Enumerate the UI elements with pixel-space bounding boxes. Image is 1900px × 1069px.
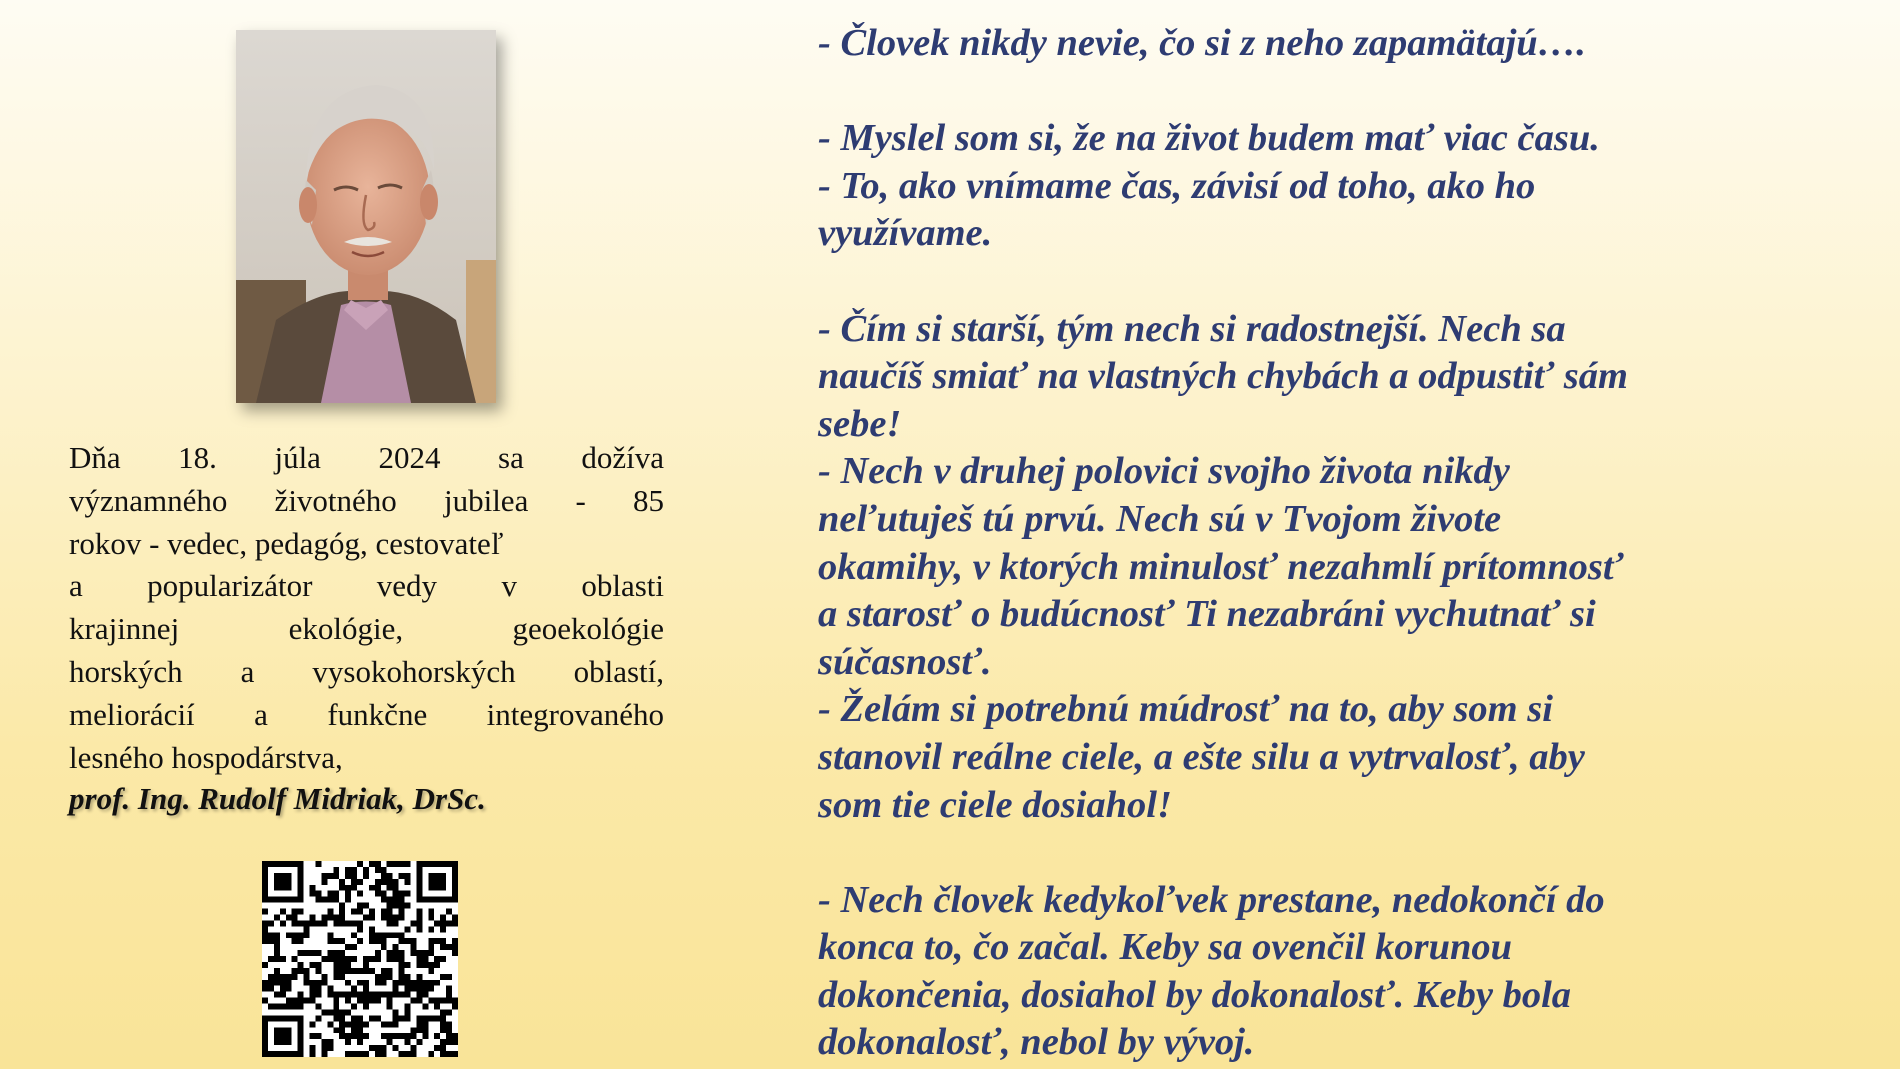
quote-line: naučíš smiať na vlastných chybách a odpustiť sám xyxy=(818,355,1628,398)
quote-line: dokonalosť, nebol by vývoj. xyxy=(818,1021,1255,1064)
bio-line: Dňa 18. júla 2024 sa dožíva xyxy=(69,440,664,475)
quote-block-4 xyxy=(818,877,1878,1067)
quote-line: a starosť o budúcnosť Ti nezabráni vychutnať si xyxy=(818,593,1596,636)
quote-line: neľutuješ tú prvú. Nech sú v Tvojom živote xyxy=(818,497,1502,540)
quote-line: - Nech človek kedykoľvek prestane, nedokončí do xyxy=(818,878,1605,921)
bio-line: lesného hospodárstva, xyxy=(69,739,343,775)
quote-line: sebe! xyxy=(818,402,902,445)
quote-line: - Človek nikdy nevie, čo si z neho zapamätajú…. xyxy=(818,22,1586,64)
quote-line: - Myslel som si, že na život budem mať viac času. xyxy=(818,117,1600,160)
quote-line: stanovil reálne ciele, a ešte silu a vytrvalosť, aby xyxy=(818,735,1585,778)
quotes-column xyxy=(818,20,1878,1067)
bio-line: významného životného jubilea - 85 xyxy=(69,482,664,518)
bio-line: krajinnej ekológie, geoekológie xyxy=(69,611,664,647)
portrait-illustration xyxy=(236,30,496,403)
bio-line: horských a vysokohorských oblastí, xyxy=(69,653,664,689)
quote-line: - Želám si potrebnú múdrosť na to, aby som si xyxy=(818,688,1553,731)
bio-line: a popularizátor vedy v oblasti xyxy=(69,568,664,604)
qr-code[interactable] xyxy=(262,861,458,1057)
quote-line: súčasnosť. xyxy=(818,640,992,683)
quote-line: - Nech v druhej polovici svojho života nikdy xyxy=(818,450,1510,493)
quote-line: dokončenia, dosiahol by dokonalosť. Keby bola xyxy=(818,973,1572,1016)
portrait-photo xyxy=(236,30,496,403)
quote-line: okamihy, v ktorých minulosť nezahmlí prítomnosť xyxy=(818,545,1624,588)
quote-line: využívame. xyxy=(818,212,993,255)
quote-line: - Čím si starší, tým nech si radostnejší. Nech sa xyxy=(818,307,1566,350)
author-signature: prof. Ing. Rudolf Midriak, DrSc. xyxy=(69,781,486,816)
quote-block-1 xyxy=(818,20,1878,68)
quote-line: konca to, čo začal. Keby sa ovenčil korunou xyxy=(818,926,1513,969)
quote-block-2 xyxy=(818,115,1878,258)
quote-block-3 xyxy=(818,306,1878,830)
bio-line: meliorácií a funkčne integrovaného xyxy=(69,696,664,732)
qr-code-image xyxy=(262,861,458,1057)
quote-line: som tie ciele dosiahol! xyxy=(818,783,1172,826)
bio-line: rokov - vedec, pedagóg, cestovateľ xyxy=(69,525,504,561)
quote-line: - To, ako vnímame čas, závisí od toho, ako ho xyxy=(818,164,1536,207)
bio-paragraph xyxy=(69,437,664,779)
